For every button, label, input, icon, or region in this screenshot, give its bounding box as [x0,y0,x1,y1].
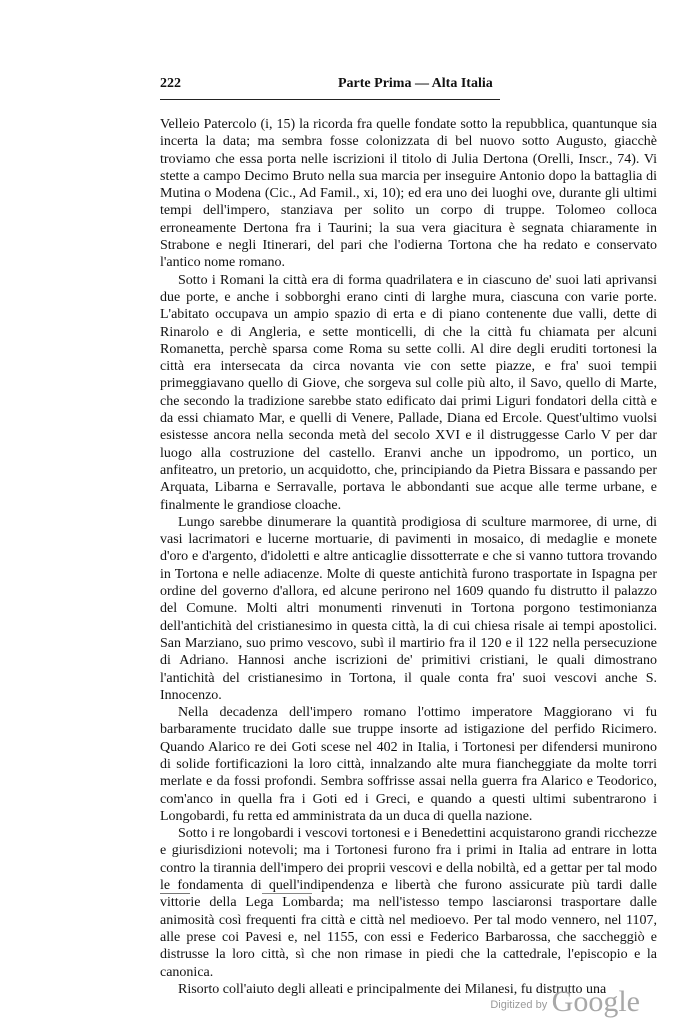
google-logo: Google [551,985,640,1018]
digitized-label: Digitized by [490,999,548,1011]
body-text [160,116,657,998]
paragraph: Sotto i re longobardi i vescovi tortonesi e i Benedettini acquistarono grandi ricchezze e giurisdizioni notevoli; ma i Tortonesi furono fra i primi in Italia ad entrare in lotta contro la tirannia dell'impero dei proprii vescovi e della nobiltà, ed a gettar per tal modo le fondamenta di quell'indipendenza e libertà che furono assicurate più tardi dalle vittorie della Lega Lombarda; ma nell'istesso tempo lasciaronsi trasportare dalle animosità così frequenti fra città e città nel medioevo. Per tal modo vennero, nel 1107, alle prese coi Pavesi e, nel 1155, con essi e Federico Barbarossa, che saccheggiò e distrusse la loro città, sì che non rimase in piedi che la cattedrale, l'episcopio e la canonica. [160,826,657,980]
page-header [160,76,505,96]
running-head: Parte Prima — Alta Italia [338,76,493,91]
scan-mark [262,893,312,894]
scan-mark [160,893,190,894]
paragraph: Nella decadenza dell'impero romano l'ottimo imperatore Maggiorano vi fu barbaramente trucidato dalle sue truppe insorte ad istigazione del perfido Ricimero. Quando Alarico re dei Goti scese nel 402 in Italia, i Tortonesi per difendersi munirono di solide fortificazioni la loro città, innalzando alte mura fiancheggiate da molte torri merlate e da fossi profondi. Sembra soffrisse assai nella guerra fra Alarico e Teodorico, com'anco in quella fra i Goti ed i Greci, e quando a questi ultimi subentrarono i Longobardi, fu retta ed amministrata da un duca di quella nazione. [160,705,657,824]
paragraph: Lungo sarebbe dinumerare la quantità prodigiosa di sculture marmoree, di urne, di vasi lacrimatori e lucerne mortuarie, di pavimenti in mosaico, di medaglie e monete d'oro e d'argento, d'idoletti e altre anticaglie dissotterrate e che si vanno tuttora trovando in Tortona e nelle adiacenze. Molte di queste antichità furono trasportate in Ispagna per ordine del governo d'allora, ed alcune perirono nel 1609 quando fu distrutto il palazzo del Comune. Molti altri monumenti rinvenuti in Tortona porgono testimonianza dell'antichità del cristianesimo in questa città, la di cui chiesa risale ai tempi apostolici. San Marziano, suo primo vescovo, subì il martirio fra il 120 e il 122 nella persecuzione di Adriano. Hannosi anche iscrizioni de' primitivi cristiani, le quali dimostrano l'antichità del cristianesimo in Tortona, il quale conta fra' suoi vescovi anche S. Innocenzo. [160,514,657,703]
header-rule [160,99,500,100]
paragraph: Sotto i Romani la città era di forma quadrilatera e in ciascuno de' suoi lati aprivansi due porte, e anche i sobborghi erano cinti di larghe mura, ciascuna con varie porte. L'abitato occupava un ampio spazio di erta e di piano contenente due valli, dette di Rinarolo e di Angleria, e sette monticelli, di che la città fu chiamata per alcuni Romanetta, perchè sparsa come Roma su sette colli. Al dire degli eruditi tortonesi la città era intersecata da circa novanta vie con sette piazze, e fra' suoi tempii primeggiavano quello di Giove, che sorgeva sul colle più alto, il Savo, quello di Marte, che secondo la tradizione sarebbe stato edificato dai primi Liguri fondatori della città e da essi chiamato Mar, e quelli di Venere, Pallade, Diana ed Ercole. Quest'ultimo vuolsi esistesse ancora nella seconda metà del secolo XVI e il distruggesse Carlo V per dar luogo alla costruzione del castello. Eranvi anche un ippodromo, un portico, un anfiteatro, un pretorio, un acquidotto, che, principiando da Pietra Bissara e passando per Arquata, Libarna e Serravalle, portava le abbondanti sue acque alle terme urbane, e finalmente le grandiose cloache. [160,272,657,513]
paragraph: Velleio Patercolo (i, 15) la ricorda fra quelle fondate sotto la repubblica, quantunque sia incerta la data; ma sembra fosse colonizzata di bel nuovo sotto Augusto, giacchè troviamo che essa porta nelle iscrizioni il titolo di Julia Dertona (Orelli, Inscr., 74). Vi stette a campo Decimo Bruto nella sua marcia per inseguire Antonio dopo la battaglia di Mutina o Modena (Cic., Ad Famil., xi, 10); ed era uno dei luoghi ove, durante gli ultimi tempi dell'impero, stanziava per solito un corpo di truppe. Tolomeo colloca erroneamente Dertona fra i Taurini; la sua vera giacitura è segnata chiaramente in Strabone e negli Itinerari, del pari che l'odierna Tortona che ha redato e conservato l'antico nome romano. [160,117,657,271]
digitized-watermark [490,985,640,1019]
page-number: 222 [160,76,181,91]
paragraph: Risorto coll'aiuto degli alleati e principalmente dei Milanesi, fu distrutto una [178,981,607,997]
